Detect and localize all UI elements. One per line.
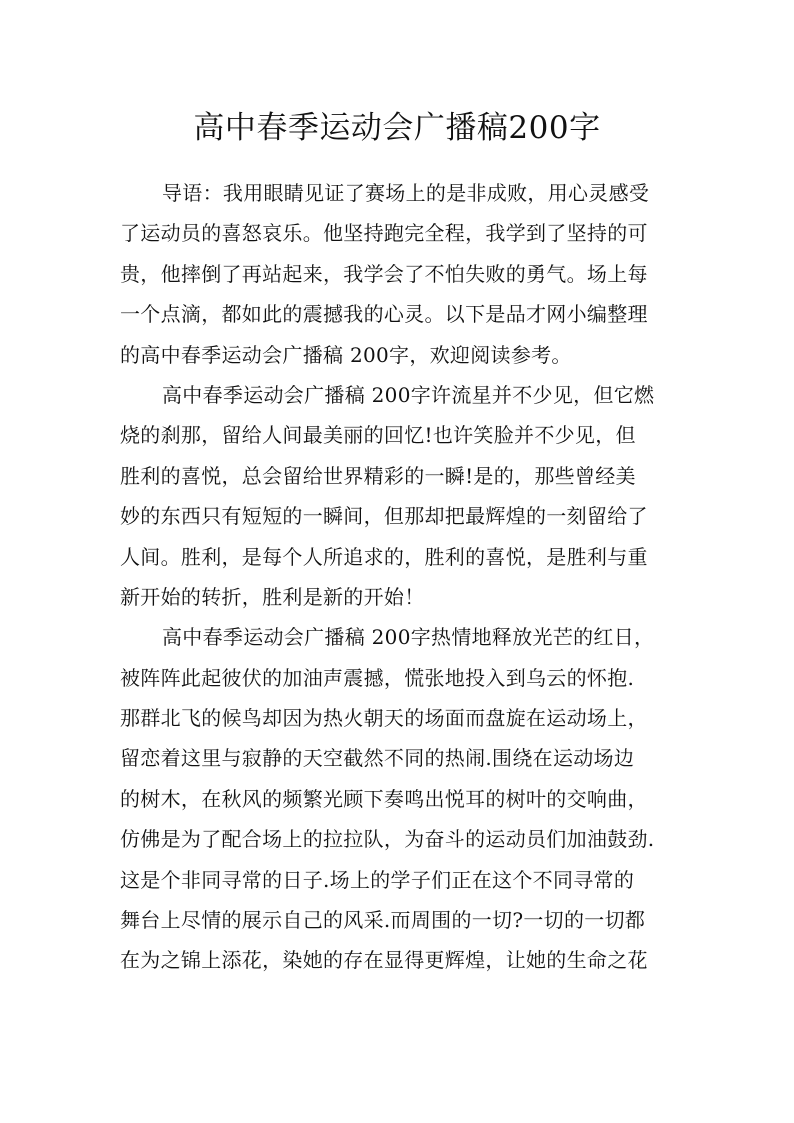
paragraph-line: 贵，他摔倒了再站起来，我学会了不怕失败的勇气。场上每 — [120, 261, 648, 286]
paragraph-broadcast-1 — [120, 375, 694, 617]
paragraph-line: 那群北飞的候鸟却因为热火朝天的场面而盘旋在运动场上， — [120, 706, 648, 731]
paragraph-line: 舞台上尽情的展示自己的风采.而周围的一切?一切的一切都 — [120, 908, 646, 933]
paragraph-line: 了运动员的喜怒哀乐。他坚持跑完全程，我学到了坚持的可 — [120, 221, 648, 246]
paragraph-line: 仿佛是为了配合场上的拉拉队，为奋斗的运动员们加油鼓劲. — [120, 827, 655, 852]
paragraph-intro — [120, 173, 694, 375]
paragraph-line: 留恋着这里与寂静的天空截然不同的热闹.围绕在运动场边 — [120, 746, 635, 771]
paragraph-line: 导语：我用眼睛见证了赛场上的是非成败，用心灵感受 — [162, 181, 650, 205]
paragraph-line: 胜利的喜悦，总会留给世界精彩的一瞬!是的，那些曾经美 — [120, 463, 636, 488]
paragraph-line: 高中春季运动会广播稿 200字热情地释放光芒的红日， — [162, 625, 655, 650]
paragraph-line: 被阵阵此起彼伏的加油声震撼，慌张地投入到乌云的怀抱. — [120, 665, 635, 690]
paragraph-line: 人间。胜利，是每个人所追求的，胜利的喜悦，是胜利与重 — [120, 544, 648, 569]
paragraph-line: 的树木，在秋风的频繁光顾下奏鸣出悦耳的树叶的交响曲， — [120, 786, 648, 811]
paragraph-line: 一个点滴，都如此的震撼我的心灵。以下是品才网小编整理 — [120, 302, 648, 327]
paragraph-line: 的高中春季运动会广播稿 200字，欢迎阅读参考。 — [120, 342, 572, 367]
paragraph-line: 妙的东西只有短短的一瞬间，但那却把最辉煌的一刻留给了 — [120, 504, 648, 529]
paragraph-line: 在为之锦上添花，染她的存在显得更辉煌，让她的生命之花 — [120, 948, 648, 973]
paragraph-line: 烧的刹那，留给人间最美丽的回忆!也许笑脸并不少见，但 — [120, 423, 636, 448]
paragraph-line: 这是个非同寻常的日子.场上的学子们正在这个不同寻常的 — [120, 867, 635, 892]
document-title: 高中春季运动会广播稿200字 — [193, 110, 601, 146]
paragraph-line: 高中春季运动会广播稿 200字许流星并不少见，但它燃 — [162, 382, 655, 407]
document-body — [120, 173, 694, 981]
paragraph-line: 新开始的转折，胜利是新的开始！ — [120, 584, 425, 609]
paragraph-broadcast-2 — [120, 617, 694, 981]
